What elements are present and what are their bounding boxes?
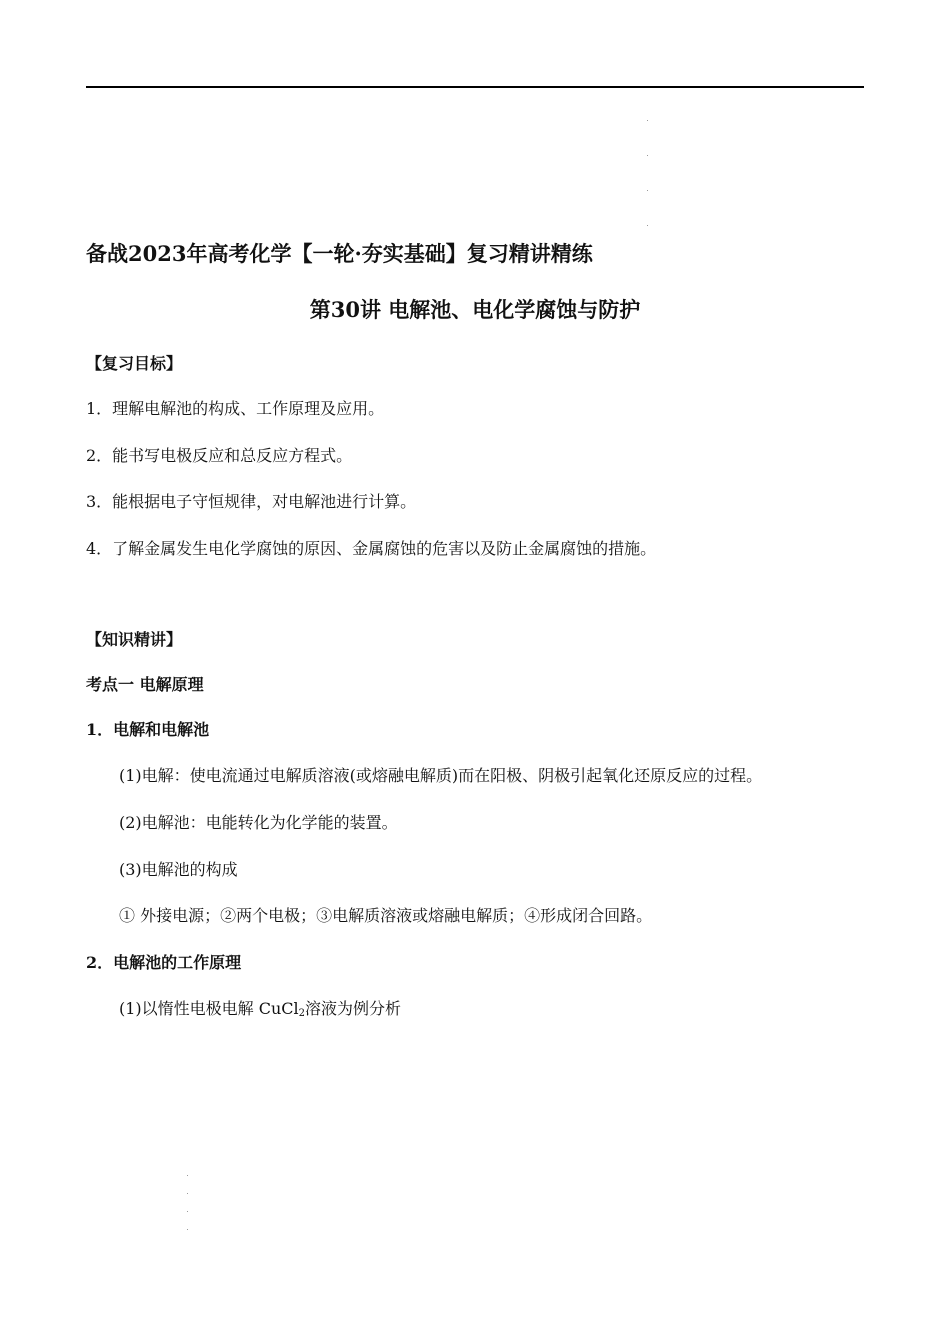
speck-dot: [187, 1193, 188, 1194]
objective-item: 4．了解金属发生电化学腐蚀的原因、金属腐蚀的危害以及防止金属腐蚀的措施。: [86, 539, 657, 558]
document-title: 备战2023年高考化学【一轮·夯实基础】复习精讲精练: [86, 241, 593, 266]
paragraph: (1)电解：使电流通过电解质溶液(或熔融电解质)而在阳极、阴极引起氧化还原反应的过程。: [119, 766, 763, 785]
paragraph: ① 外接电源；②两个电极；③电解质溶液或熔融电解质；④形成闭合回路。: [119, 906, 653, 925]
paragraph: (1)以惰性电极电解 CuCl$_2$溶液为例分析: [119, 999, 402, 1019]
paragraph: (3)电解池的构成: [119, 860, 238, 879]
lecture-title: 第30讲 电解池、电化学腐蚀与防护: [309, 297, 641, 322]
speck-dot: [647, 225, 648, 226]
objective-item: 2．能书写电极反应和总反应方程式。: [86, 446, 353, 465]
speck-dot: [187, 1211, 188, 1212]
speck-dot: [187, 1175, 188, 1176]
header-rule: [86, 86, 864, 88]
objective-item: 3．能根据电子守恒规律，对电解池进行计算。: [86, 492, 417, 511]
exam-point-title: 考点一 电解原理: [86, 675, 204, 694]
objective-item: 1．理解电解池的构成、工作原理及应用。: [86, 399, 385, 418]
section-title: 1．电解和电解池: [86, 720, 210, 739]
speck-dot: [647, 155, 648, 156]
paragraph: (2)电解池：电能转化为化学能的装置。: [119, 813, 398, 832]
objectives-heading: 【复习目标】: [86, 354, 183, 373]
knowledge-heading: 【知识精讲】: [86, 630, 183, 649]
speck-dot: [647, 120, 648, 121]
section-title: 2．电解池的工作原理: [86, 953, 242, 972]
speck-dot: [187, 1229, 188, 1230]
speck-dot: [647, 190, 648, 191]
